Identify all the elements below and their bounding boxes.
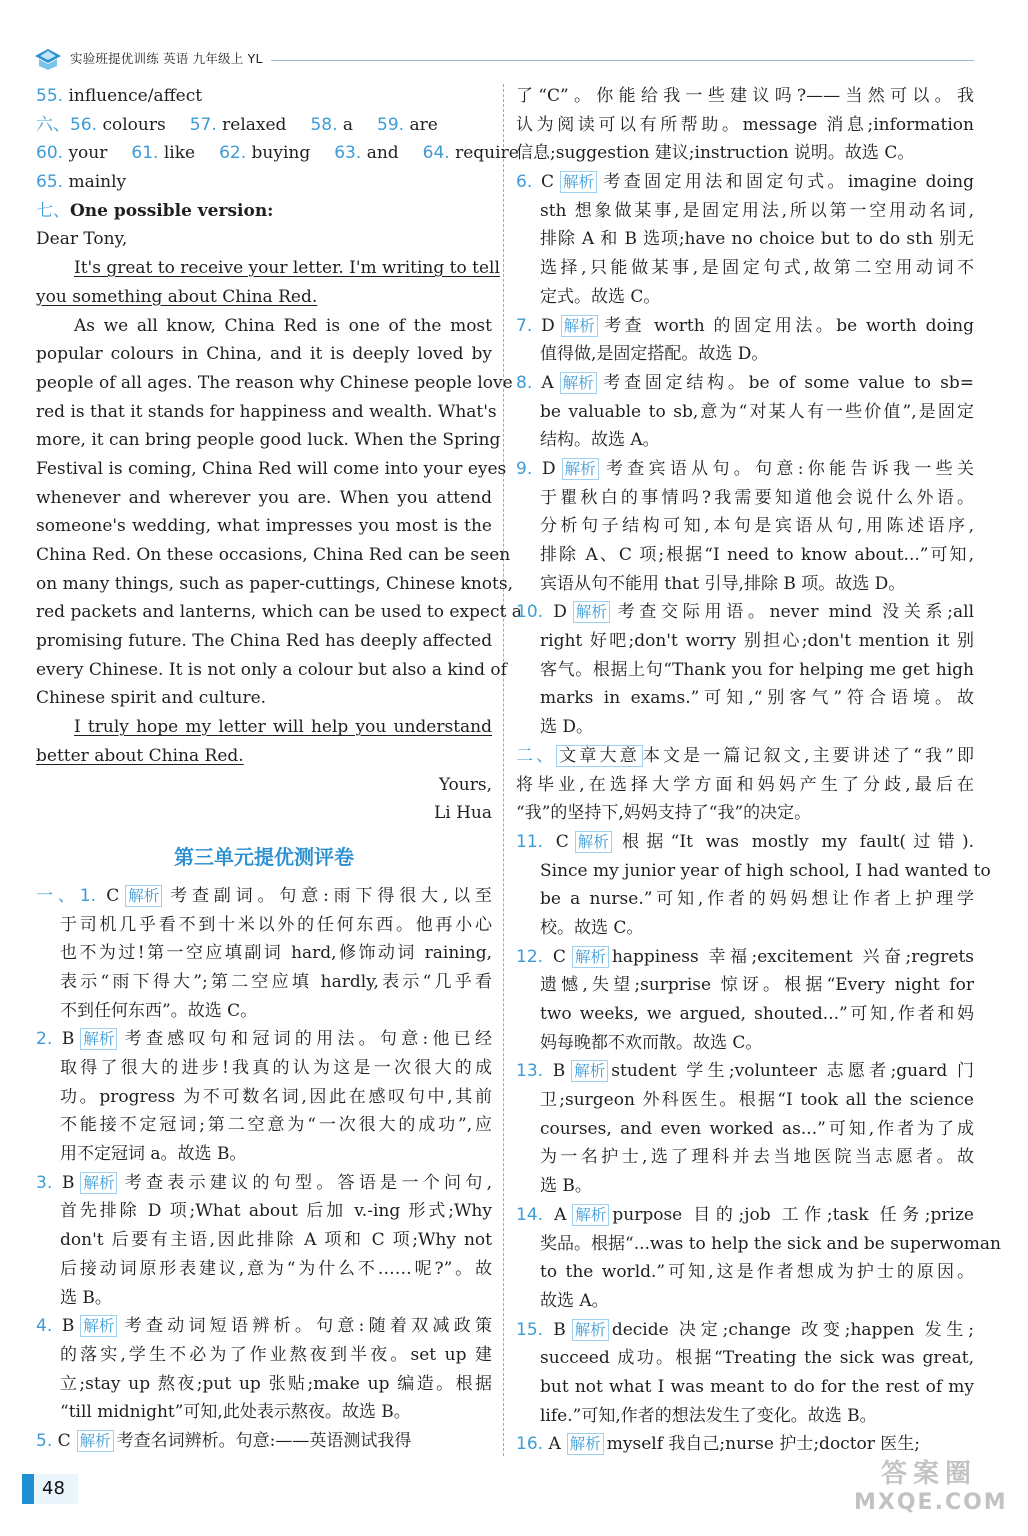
question-number: 3. — [36, 1172, 53, 1193]
explanation-text: student 学生;volunteer 志愿者;guard 门 — [611, 1061, 975, 1082]
header-title: 实验班提优训练 英语 九年级上 YL — [70, 50, 263, 66]
question-number: 63. — [334, 143, 362, 164]
question-number: 55. — [36, 86, 64, 106]
analysis-tag: 解析 — [562, 458, 599, 480]
section-number: 六、 — [36, 114, 70, 135]
answer-row — [36, 82, 492, 111]
answer-word: a — [342, 114, 354, 135]
explanation-text: purpose 目的;job 工作;task 任务;prize — [612, 1204, 974, 1225]
question-number: 10. — [516, 602, 544, 623]
letter-line — [36, 254, 500, 283]
answer-explanation-line — [36, 1169, 492, 1198]
letter-line: on many things, such as paper-cuttings, Chinese knots, — [36, 573, 513, 594]
letter-line: promising future. The China Red has deeply affected — [36, 631, 493, 652]
answer-row — [36, 139, 519, 168]
answer-explanation-line: 不能接不定冠词;第二空意为“一次很大的成功”,应 — [60, 1115, 492, 1136]
answer-explanation-line: 认为阅读可以有所帮助。message 消息;information — [516, 114, 974, 135]
analysis-tag: 解析 — [80, 1172, 117, 1194]
answer-choice: D — [553, 602, 567, 623]
question-number: 6. — [516, 172, 533, 193]
explanation-text: 考查动词短语辨析。句意:随着双减政策 — [120, 1316, 493, 1337]
answer-explanation-line: two weeks, we argued, shouted...”可知,作者和妈 — [540, 1004, 974, 1024]
question-number: 13. — [516, 1061, 544, 1082]
letter-line: someone's wedding, what impresses you most is the — [36, 516, 492, 537]
answer-explanation-line: sth 想象做某事,是固定用法,所以第一空用动名词, — [540, 200, 974, 221]
answer-explanation-line — [36, 1427, 492, 1456]
answer-explanation-line: life.”可知,作者的想法发生了变化。故选 B。 — [540, 1405, 877, 1426]
answer-choice: C — [555, 831, 569, 852]
answer-explanation-line — [516, 943, 974, 972]
analysis-tag: 解析 — [572, 946, 609, 968]
answer-explanation-line — [516, 598, 974, 627]
analysis-tag: 解析 — [77, 1430, 114, 1452]
analysis-tag: 解析 — [575, 831, 612, 853]
passage-summary-line — [516, 742, 974, 771]
answer-explanation-line: 分析句子结构可知,本句是宾语从句,用陈述语序, — [540, 516, 974, 537]
answer-explanation-line: 客气。根据上句“Thank you for helping me get high — [540, 659, 974, 680]
explanation-text: 考查副词。句意:雨下得很大,以至 — [165, 885, 493, 906]
answer-explanation-line: 后接动词原形表建议,意为“为什么不……呢?”。故 — [60, 1258, 492, 1279]
letter-line: Chinese spirit and culture. — [36, 688, 267, 709]
header-rule — [271, 60, 974, 61]
answer-explanation-line: to the world.”可知,这是作者想成为护士的原因。 — [540, 1262, 974, 1283]
answer-explanation-line: 的落实,学生不必为了作业熬夜到半夜。set up 建 — [60, 1344, 492, 1365]
answer-explanation-line: don't 后要有主语,因此排除 A 项和 C 项;Why not — [60, 1230, 492, 1251]
answer-explanation-line — [36, 882, 492, 911]
section-number: 七、 — [36, 200, 70, 221]
answer-choice: A — [541, 372, 554, 393]
answer-explanation-line: 值得做,是固定搭配。故选 D。 — [540, 344, 769, 365]
question-number: 11. — [516, 831, 544, 852]
unit-test-title: 第三单元提优测评卷 — [174, 844, 354, 869]
question-number: 59. — [377, 114, 405, 135]
answer-explanation-line: 取得了很大的进步!我真的认为这是一次很大的成 — [60, 1058, 492, 1078]
answer-explanation-line — [516, 168, 974, 197]
letter-line — [36, 742, 492, 771]
analysis-tag: 解析 — [571, 1060, 608, 1082]
watermark-logo: 答案圈 MXQE.COM — [854, 1459, 1008, 1515]
answer-choice: A — [554, 1204, 567, 1225]
column-divider — [503, 84, 504, 1456]
writing-heading-text: One possible version: — [70, 200, 274, 221]
answer-word: influence/affect — [68, 86, 203, 106]
question-number: 1. — [79, 885, 96, 906]
summary-tag: 文章大意 — [556, 745, 643, 767]
answer-explanation-line: 于司机几乎看不到十米以外的任何东西。他再小心 — [60, 914, 492, 935]
analysis-tag: 解析 — [572, 1319, 609, 1341]
answer-explanation-line: 卫;surgeon 外科医生。根据“I took all the science — [540, 1090, 974, 1111]
answer-explanation-line: Since my junior year of high school, I had wanted to — [540, 860, 991, 881]
question-number: 61. — [131, 143, 159, 164]
answer-explanation-line: 也不为过!第一空应填副词 hard,修饰动词 raining, — [60, 943, 492, 964]
passage-summary-line: “我”的坚持下,妈妈支持了“我”的决定。 — [516, 803, 812, 824]
analysis-tag: 解析 — [561, 315, 598, 337]
question-number: 15. — [516, 1319, 544, 1340]
answer-explanation-line: 信息;suggestion 建议;instruction 说明。故选 C。 — [516, 143, 915, 164]
answer-explanation-line: 不到任何东西”。故选 C。 — [60, 1000, 258, 1021]
analysis-tag: 解析 — [560, 171, 597, 193]
answer-explanation-line: 排除 A、C 项;根据“I need to know about...”可知, — [540, 545, 974, 565]
explanation-text: 根据“It was mostly my fault(过错). — [614, 831, 974, 852]
analysis-tag: 解析 — [80, 1315, 117, 1337]
answer-explanation-line: 首先排除 D 项;What about 后加 v.-ing 形式;Why — [60, 1201, 492, 1222]
letter-line: Festival is coming, China Red will come into your eyes — [36, 458, 507, 479]
answer-word: and — [366, 143, 399, 164]
letter-line: popular colours in China, and it is deeply loved by — [36, 344, 492, 365]
answer-choice: A — [548, 1434, 561, 1455]
explanation-text: 考查固定结构。be of some value to sb= — [599, 372, 975, 393]
underlined-sentence: I truly hope my letter will help you understand — [74, 717, 492, 738]
letter-line: whenever and wherever you are. When you attend — [36, 487, 492, 508]
answer-explanation-line: 定式。故选 C。 — [540, 286, 661, 307]
answer-row — [36, 168, 492, 197]
answer-explanation-line: 选 B。 — [540, 1176, 592, 1197]
answer-choice: C — [541, 172, 555, 193]
underlined-sentence: It's great to receive your letter. I'm writing to tell — [74, 258, 500, 279]
answer-explanation-line: 宾语从句不能用 that 引导,排除 B 项。故选 D。 — [540, 573, 906, 594]
page-number: 48 — [22, 1474, 78, 1504]
answer-explanation-line — [516, 1316, 974, 1345]
explanation-text: 考查宾语从句。句意:你能告诉我一些关 — [601, 458, 974, 479]
answer-explanation-line: 了“C”。你能给我一些建议吗?——当然可以。我 — [516, 86, 974, 106]
explanation-text: 考查感叹句和冠词的用法。句意:他已经 — [120, 1029, 493, 1050]
answer-choice: D — [541, 315, 555, 336]
answer-explanation-line: 立;stay up 熬夜;put up 张贴;make up 编造。根据 — [60, 1373, 492, 1394]
passage-summary-line: 将毕业,在选择大学方面和妈妈产生了分歧,最后在 — [516, 774, 974, 795]
answer-choice: C — [106, 885, 120, 906]
question-number: 56. — [70, 114, 98, 135]
letter-line: people of all ages. The reason why Chinese people love — [36, 372, 513, 393]
answer-word: like — [163, 143, 196, 164]
answer-word: mainly — [68, 172, 127, 193]
analysis-tag: 解析 — [567, 1433, 604, 1455]
answer-word: are — [409, 114, 438, 135]
answer-explanation-line — [516, 1201, 974, 1230]
answer-choice: B — [61, 1029, 75, 1050]
question-number: 5. — [36, 1430, 53, 1451]
answer-explanation-line: 为一名护士,选了理科并去当地医院当志愿者。故 — [540, 1147, 974, 1168]
answer-choice: B — [61, 1316, 75, 1337]
right-column — [516, 82, 1002, 1459]
answer-word: colours — [102, 114, 166, 135]
answer-word: your — [68, 143, 108, 164]
answer-choice: C — [552, 946, 566, 967]
page-header — [34, 46, 974, 72]
analysis-tag: 解析 — [572, 1204, 609, 1226]
answer-explanation-line: 功。progress 为不可数名词,因此在感叹句中,其前 — [60, 1086, 492, 1107]
answer-explanation-line: be valuable to sb,意为“对某人有一些价值”,是固定 — [540, 401, 974, 422]
answer-explanation-line — [36, 1312, 492, 1341]
writing-heading — [36, 197, 492, 226]
analysis-tag: 解析 — [80, 1028, 117, 1050]
explanation-text: 考查交际用语。never mind 没关系;all — [612, 602, 975, 623]
explanation-text: 考查名词辨析。句意:——英语测试我得 — [116, 1430, 412, 1451]
analysis-tag: 解析 — [573, 601, 610, 623]
question-number: 2. — [36, 1029, 53, 1050]
question-number: 4. — [36, 1316, 53, 1337]
analysis-tag: 解析 — [125, 885, 162, 907]
letter-closing: Yours, — [438, 774, 492, 795]
explanation-text: 考查表示建议的句型。答语是一个问句, — [120, 1172, 493, 1193]
explanation-text: decide 决定;change 改变;happen 发生; — [611, 1319, 974, 1340]
answer-explanation-line: 表示“雨下得大”;第二空应填 hardly,表示“几乎看 — [60, 971, 492, 992]
question-number: 8. — [516, 372, 533, 393]
answer-explanation-line — [36, 1025, 492, 1054]
book-logo-icon — [34, 47, 62, 71]
question-number: 62. — [219, 143, 247, 164]
question-number: 64. — [422, 143, 450, 164]
answer-explanation-line: 故选 A。 — [540, 1290, 609, 1311]
analysis-tag: 解析 — [560, 372, 597, 394]
explanation-text: myself 我自己;nurse 护士;doctor 医生; — [606, 1434, 921, 1455]
answer-explanation-line: marks in exams.”可知,“别客气”符合语境。故 — [540, 688, 974, 709]
answer-explanation-line: succeed 成功。根据“Treating the sick was great, — [540, 1348, 974, 1369]
answer-choice: B — [61, 1172, 75, 1193]
answer-explanation-line — [516, 369, 974, 398]
question-number: 12. — [516, 946, 544, 967]
answer-explanation-line: 用不定冠词 a。故选 B。 — [60, 1144, 247, 1165]
letter-line — [36, 283, 492, 312]
answer-choice: C — [57, 1430, 71, 1451]
letter-line: more, it can bring people good luck. When the Spring — [36, 430, 501, 451]
letter-line: red packets and lanterns, which can be used to expect a — [36, 602, 522, 623]
answer-explanation-line: 遗憾,失望;surprise 惊讶。根据“Every night for — [540, 975, 974, 996]
letter-line: China Red. On these occasions, China Red can be seen — [36, 545, 511, 565]
answer-choice: B — [552, 1061, 566, 1082]
left-column — [36, 82, 522, 1456]
question-number: 14. — [516, 1204, 544, 1225]
answer-explanation-line: 排除 A 和 B 选项;have no choice but to do sth 别无 — [540, 229, 974, 250]
answer-explanation-line: be a nurse.”可知,作者的妈妈想让作者上护理学 — [540, 889, 974, 910]
question-number: 60. — [36, 143, 64, 164]
answer-explanation-line: 妈每晚都不欢而散。故选 C。 — [540, 1032, 763, 1053]
letter-signature: Li Hua — [433, 803, 492, 824]
answer-explanation-line: 于瞿秋白的事情吗?我需要知道他会说什么外语。 — [540, 487, 974, 508]
answer-explanation-line — [516, 455, 974, 484]
underlined-sentence: you something about China Red. — [36, 286, 318, 307]
answer-explanation-line: courses, and even worked as...”可知,作者为了成 — [540, 1118, 974, 1139]
answer-explanation-line — [516, 1057, 974, 1086]
explanation-text: 考查 worth 的固定用法。be worth doing — [600, 315, 974, 336]
answer-explanation-line: 选择,只能做某事,是固定句式,故第二空用动词不 — [540, 258, 974, 279]
underlined-sentence: better about China Red. — [36, 745, 244, 766]
letter-line: every Chinese. It is not only a colour but also a kind of — [36, 659, 507, 680]
answer-word: require — [455, 143, 519, 164]
answer-choice: B — [553, 1319, 566, 1340]
question-number: 9. — [516, 458, 533, 479]
answer-explanation-line: 奖品。根据“...was to help the sick and be superwoman — [540, 1233, 1002, 1254]
answer-row — [36, 111, 492, 140]
section-number: 二、 — [516, 745, 557, 766]
question-number: 65. — [36, 172, 64, 193]
question-number: 7. — [516, 315, 533, 336]
letter-line: As we all know, China Red is one of the most — [74, 315, 492, 336]
answer-choice: D — [541, 458, 556, 479]
answer-explanation-line — [516, 828, 974, 857]
letter-salutation: Dear Tony, — [36, 229, 128, 250]
answer-explanation-line — [516, 312, 974, 341]
answer-explanation-line: 选 D。 — [540, 717, 594, 738]
question-number: 57. — [189, 114, 217, 135]
question-number: 58. — [310, 114, 338, 135]
letter-line — [36, 713, 492, 742]
answer-explanation-line: 结构。故选 A。 — [540, 430, 660, 451]
answer-word: buying — [251, 143, 311, 164]
letter-line: red is that it stands for happiness and wealth. What's — [36, 401, 497, 422]
answer-explanation-line: 校。故选 C。 — [540, 917, 644, 938]
section-number: 一、 — [36, 885, 80, 906]
explanation-text: 考查固定用法和固定句式。imagine doing — [600, 172, 975, 193]
summary-text: 本文是一篇记叙文,主要讲述了“我”即 — [642, 745, 974, 766]
answer-explanation-line: but not what I was meant to do for the rest of my — [540, 1376, 974, 1397]
question-number: 16. — [516, 1434, 544, 1455]
answer-explanation-line: “till midnight”可知,此处表示熬夜。故选 B。 — [60, 1402, 411, 1423]
answer-explanation-line: 选 B。 — [60, 1287, 112, 1308]
explanation-text: happiness 幸福;excitement 兴奋;regrets — [611, 946, 975, 967]
answer-explanation-line: right 好吧;don't worry 别担心;don't mention it 别 — [540, 631, 974, 652]
answer-explanation-line — [516, 1430, 974, 1459]
answer-word: relaxed — [222, 114, 287, 135]
